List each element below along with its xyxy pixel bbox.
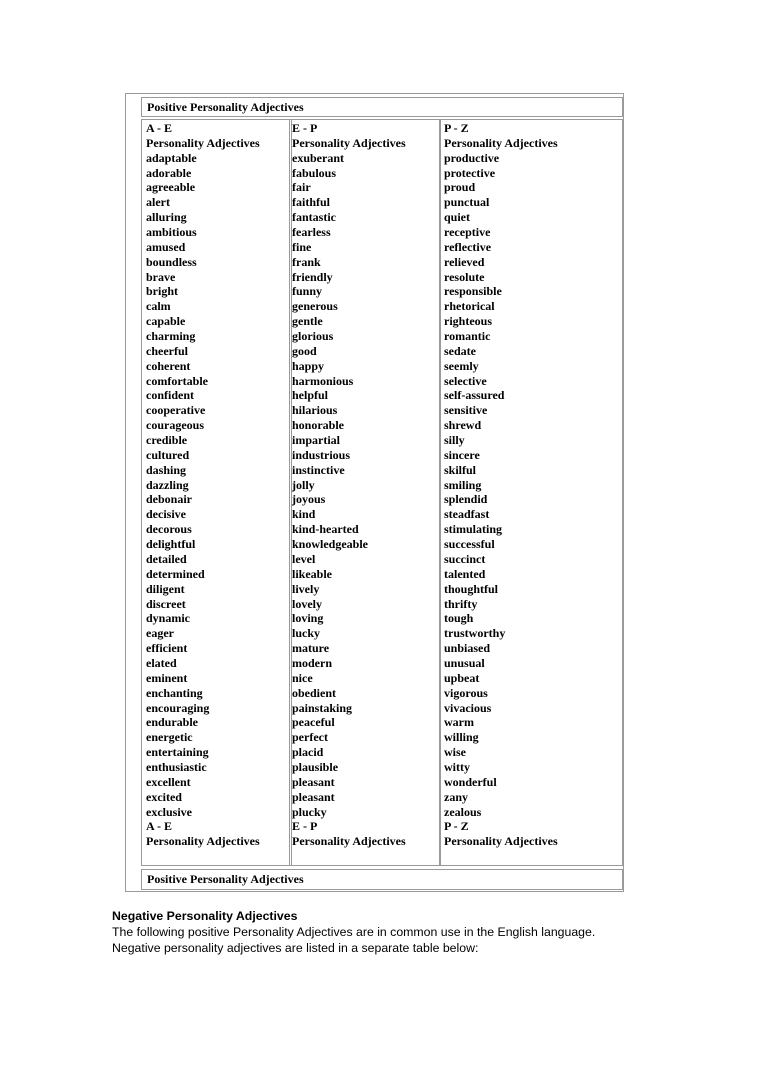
adjective-item: pleasant [292, 774, 335, 789]
adjective-item: splendid [444, 492, 488, 507]
adjective-item: lucky [292, 626, 321, 641]
column-range-label: E - P [292, 121, 318, 135]
adjective-item: credible [146, 433, 188, 448]
adjective-item: lively [292, 581, 320, 596]
adjective-item: encouraging [146, 700, 210, 715]
adjective-item: fair [292, 180, 311, 195]
adjective-item: skilful [444, 462, 477, 477]
adjective-item: trustworthy [444, 626, 506, 641]
column-subheader: Personality Adjectives [292, 834, 406, 849]
column-list [292, 121, 438, 849]
adjective-item: seemly [444, 358, 479, 373]
adjective-item: productive [444, 150, 500, 165]
adjective-item: succinct [444, 551, 486, 566]
column-e-p [289, 119, 441, 866]
adjective-item: faithful [292, 195, 331, 210]
adjective-item: steadfast [444, 507, 490, 522]
adjective-item: entertaining [146, 745, 209, 760]
adjective-item: exuberant [292, 150, 344, 165]
adjective-item: nice [292, 670, 313, 685]
adjective-item: romantic [444, 329, 491, 344]
adjective-item: good [292, 343, 317, 358]
adjective-item: fantastic [292, 210, 336, 225]
adjective-item: alert [146, 195, 170, 210]
adjective-item: dashing [146, 462, 187, 477]
adjective-item: charming [146, 329, 196, 344]
adjective-item: likeable [292, 566, 333, 581]
adjective-item: mature [292, 641, 330, 656]
adjective-item: vigorous [444, 685, 488, 700]
adjective-item: dynamic [146, 611, 191, 626]
adjective-item: detailed [146, 551, 187, 566]
column-subheader: Personality Adjectives [146, 135, 260, 150]
adjective-item: zany [444, 789, 468, 804]
adjective-item: responsible [444, 284, 502, 299]
adjective-item: amused [146, 239, 186, 254]
adjective-item: adaptable [146, 150, 197, 165]
adjective-item: determined [146, 566, 205, 581]
adjective-item: righteous [444, 314, 492, 329]
adjective-item: knowledgeable [292, 537, 369, 552]
adjective-item: instinctive [292, 462, 345, 477]
adjective-item: fearless [292, 225, 331, 240]
adjective-item: bright [146, 284, 179, 299]
adjective-item: rhetorical [444, 299, 495, 314]
adjective-item: zealous [444, 804, 482, 819]
adjective-item: capable [146, 314, 186, 329]
adjective-item: elated [146, 655, 177, 670]
column-subheader: Personality Adjectives [292, 135, 406, 150]
adjective-item: protective [444, 165, 496, 180]
adjective-item: willing [444, 730, 479, 745]
adjective-item: ambitious [146, 225, 197, 240]
adjective-item: loving [292, 611, 324, 626]
adjective-item: punctual [444, 195, 490, 210]
adjective-item: friendly [292, 269, 333, 284]
adjective-item: debonair [146, 492, 193, 507]
adjective-item: confident [146, 388, 194, 403]
adjective-item: kind [292, 507, 316, 522]
adjective-item: selective [444, 373, 487, 388]
adjective-item: vivacious [444, 700, 492, 715]
adjective-item: wise [444, 745, 466, 760]
adjective-item: witty [444, 759, 470, 774]
paragraph-line: Negative personality adjectives are listed in a separate table below: [112, 941, 479, 955]
adjective-item: warm [444, 715, 474, 730]
adjective-item: delightful [146, 537, 196, 552]
adjective-item: brave [146, 269, 176, 284]
adjective-item: wonderful [444, 774, 497, 789]
adjective-item: fabulous [292, 165, 337, 180]
adjective-item: sincere [444, 447, 480, 462]
adjective-item: funny [292, 284, 323, 299]
intro-text [112, 908, 652, 956]
adjective-item: resolute [444, 269, 485, 284]
adjective-item: peaceful [292, 715, 335, 730]
adjective-item: excellent [146, 774, 191, 789]
adjective-item: calm [146, 299, 171, 314]
adjective-item: self-assured [444, 388, 505, 403]
adjective-item: upbeat [444, 670, 480, 685]
adjective-item: glorious [292, 329, 334, 344]
table-footer-cell [141, 869, 623, 890]
adjective-item: gentle [292, 314, 323, 329]
adjective-item: frank [292, 254, 321, 269]
adjective-item: decisive [146, 507, 186, 522]
adjective-item: shrewd [444, 418, 482, 433]
adjective-item: pleasant [292, 789, 335, 804]
adjective-item: eminent [146, 670, 188, 685]
adjective-item: perfect [292, 730, 328, 745]
adjective-item: sensitive [444, 403, 488, 418]
adjective-item: honorable [292, 418, 345, 433]
adjective-item: fine [292, 239, 312, 254]
adjective-item: harmonious [292, 373, 354, 388]
adjective-item: reflective [444, 239, 492, 254]
adjective-item: quiet [444, 210, 471, 225]
adjective-item: cultured [146, 447, 190, 462]
column-subheader: Personality Adjectives [444, 834, 558, 849]
adjective-item: energetic [146, 730, 193, 745]
adjective-item: joyous [292, 492, 326, 507]
adjective-item: helpful [292, 388, 329, 403]
column-range-label: P - Z [444, 819, 469, 834]
adjective-item: diligent [146, 581, 185, 596]
adjective-item: industrious [292, 447, 351, 462]
adjective-item: sedate [444, 343, 476, 358]
paragraph-line: The following positive Personality Adjectives are in common use in the English language. [112, 925, 596, 939]
adjective-item: proud [444, 180, 476, 195]
adjective-item: discreet [146, 596, 186, 611]
adjective-item: impartial [292, 433, 340, 448]
column-range-label: E - P [292, 819, 318, 834]
adjective-item: plucky [292, 804, 327, 819]
column-a-e [141, 119, 292, 866]
adjective-item: decorous [146, 522, 192, 537]
adjective-item: jolly [292, 477, 315, 492]
adjective-item: eager [146, 626, 174, 641]
adjective-item: level [292, 551, 316, 566]
adjective-item: exclusive [146, 804, 192, 819]
adjective-item: cooperative [146, 403, 206, 418]
adjective-item: receptive [444, 225, 491, 240]
adjective-item: lovely [292, 596, 322, 611]
adjective-item: endurable [146, 715, 199, 730]
adjective-item: kind-hearted [292, 522, 359, 537]
adjective-item: stimulating [444, 522, 503, 537]
adjective-item: generous [292, 299, 338, 314]
adjective-item: obedient [292, 685, 337, 700]
adjective-item: tough [444, 611, 474, 626]
adjective-item: efficient [146, 641, 188, 656]
adjective-item: modern [292, 655, 332, 670]
column-subheader: Personality Adjectives [444, 135, 558, 150]
adjective-item: dazzling [146, 477, 189, 492]
adjective-item: relieved [444, 254, 485, 269]
adjective-item: unbiased [444, 641, 491, 656]
adjective-item: excited [146, 789, 182, 804]
table-header-cell [141, 97, 623, 117]
column-p-z [439, 119, 623, 866]
adjective-item: placid [292, 745, 324, 760]
adjective-item: alluring [146, 210, 187, 225]
adjective-item: coherent [146, 358, 191, 373]
section-heading: Negative Personality Adjectives [112, 909, 298, 923]
adjective-item: painstaking [292, 700, 353, 715]
adjective-item: thrifty [444, 596, 478, 611]
table-header-title: Positive Personality Adjectives [147, 100, 304, 114]
adjective-item: agreeable [146, 180, 196, 195]
column-range-label: A - E [146, 121, 173, 135]
adjective-item: thoughtful [444, 581, 499, 596]
table-footer-title: Positive Personality Adjectives [147, 872, 304, 886]
adjective-item: cheerful [146, 343, 188, 358]
column-range-label: P - Z [444, 121, 469, 135]
column-subheader: Personality Adjectives [146, 834, 260, 849]
column-range-label: A - E [146, 819, 173, 834]
adjective-item: courageous [146, 418, 204, 433]
adjective-item: smiling [444, 477, 482, 492]
adjective-item: enthusiastic [146, 759, 207, 774]
adjective-item: hilarious [292, 403, 338, 418]
adjective-item: successful [444, 537, 495, 552]
adjective-item: adorable [146, 165, 192, 180]
adjective-item: enchanting [146, 685, 203, 700]
adjective-item: plausible [292, 759, 339, 774]
adjective-item: unusual [444, 655, 485, 670]
adjective-item: talented [444, 566, 486, 581]
adjective-item: silly [444, 433, 465, 448]
column-list [444, 121, 620, 849]
adjective-item: boundless [146, 254, 197, 269]
adjective-item: happy [292, 358, 325, 373]
column-list [146, 121, 289, 849]
adjective-item: comfortable [146, 373, 208, 388]
